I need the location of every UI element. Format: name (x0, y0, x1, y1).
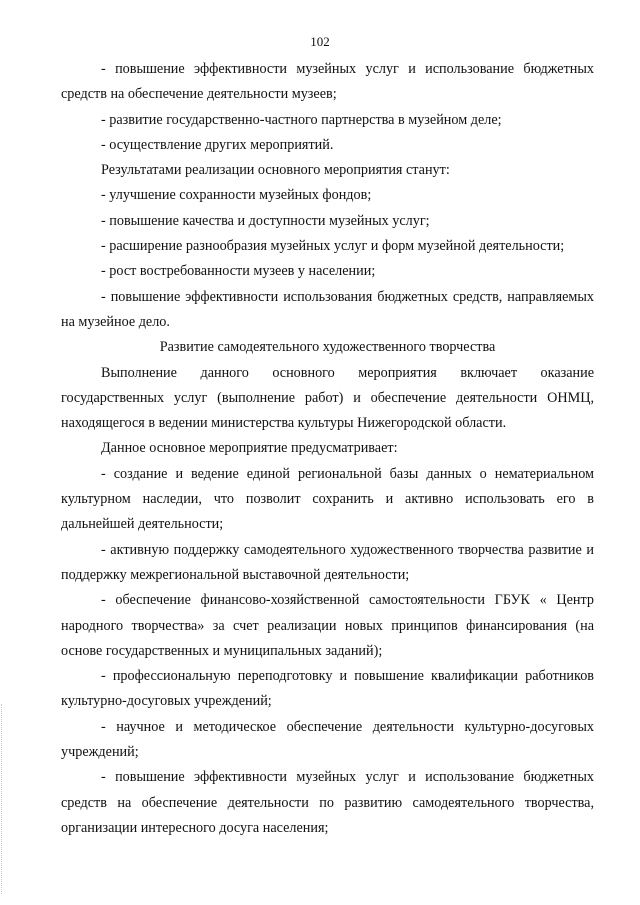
paragraph: - осуществление других мероприятий. (101, 136, 334, 153)
paragraph: - повышение качества и доступности музейных услуг; (101, 212, 430, 229)
paragraph: - расширение разнообразия музейных услуг и форм музейной деятельности; (101, 238, 565, 255)
paragraph: - активную поддержку самодеятельного художественного творчества развитие и поддержку межрегиональной выставочной деятельности; (61, 541, 594, 583)
paragraph: - повышение эффективности музейных услуг и использование бюджетных средств на обеспечение деятельности музеев; (61, 61, 594, 103)
paragraph: Данное основное мероприятие предусматривает: (101, 440, 398, 457)
scan-edge-marks (1, 704, 4, 894)
section-heading: Развитие самодеятельного художественного творчества (159, 339, 496, 356)
paragraph: - обеспечение финансово-хозяйственной самостоятельности ГБУК « Центр народного творчества» за счет реализации новых принципов финансирования (на основе государственных и муниципальных заданий); (61, 592, 594, 659)
document-body (61, 57, 594, 841)
page-number: 102 (310, 34, 330, 49)
paragraph: - создание и ведение единой региональной базы данных о нематериальном культурном наследии, что позволит сохранить и активно использовать его в дальнейшей деятельности; (61, 465, 594, 533)
paragraph: Выполнение данного основного мероприятия включает оказание государственных услуг (выполнение работ) и обеспечение деятельности ОНМЦ, находящегося в ведении министерства культуры Нижегородской области. (61, 364, 594, 432)
paragraph: - улучшение сохранности музейных фондов; (101, 187, 372, 204)
paragraph: - научное и методическое обеспечение деятельности культурно-досуговых учреждений; (61, 718, 594, 761)
paragraph: - профессиональную переподготовку и повышение квалификации работников культурно-досуговых учреждений; (61, 668, 594, 710)
paragraph: - рост востребованности музеев у населении; (101, 263, 376, 280)
paragraph: Результатами реализации основного мероприятия станут: (101, 162, 450, 179)
paragraph: - повышение эффективности музейных услуг и использование бюджетных средств на обеспечение деятельности по развитию самодеятельного творчества, организации интересного досуга населения; (61, 769, 594, 836)
paragraph: - развитие государственно-частного партнерства в музейном деле; (101, 111, 502, 128)
paragraph: - повышение эффективности использования бюджетных средств, направляемых на музейное дело. (61, 288, 594, 330)
